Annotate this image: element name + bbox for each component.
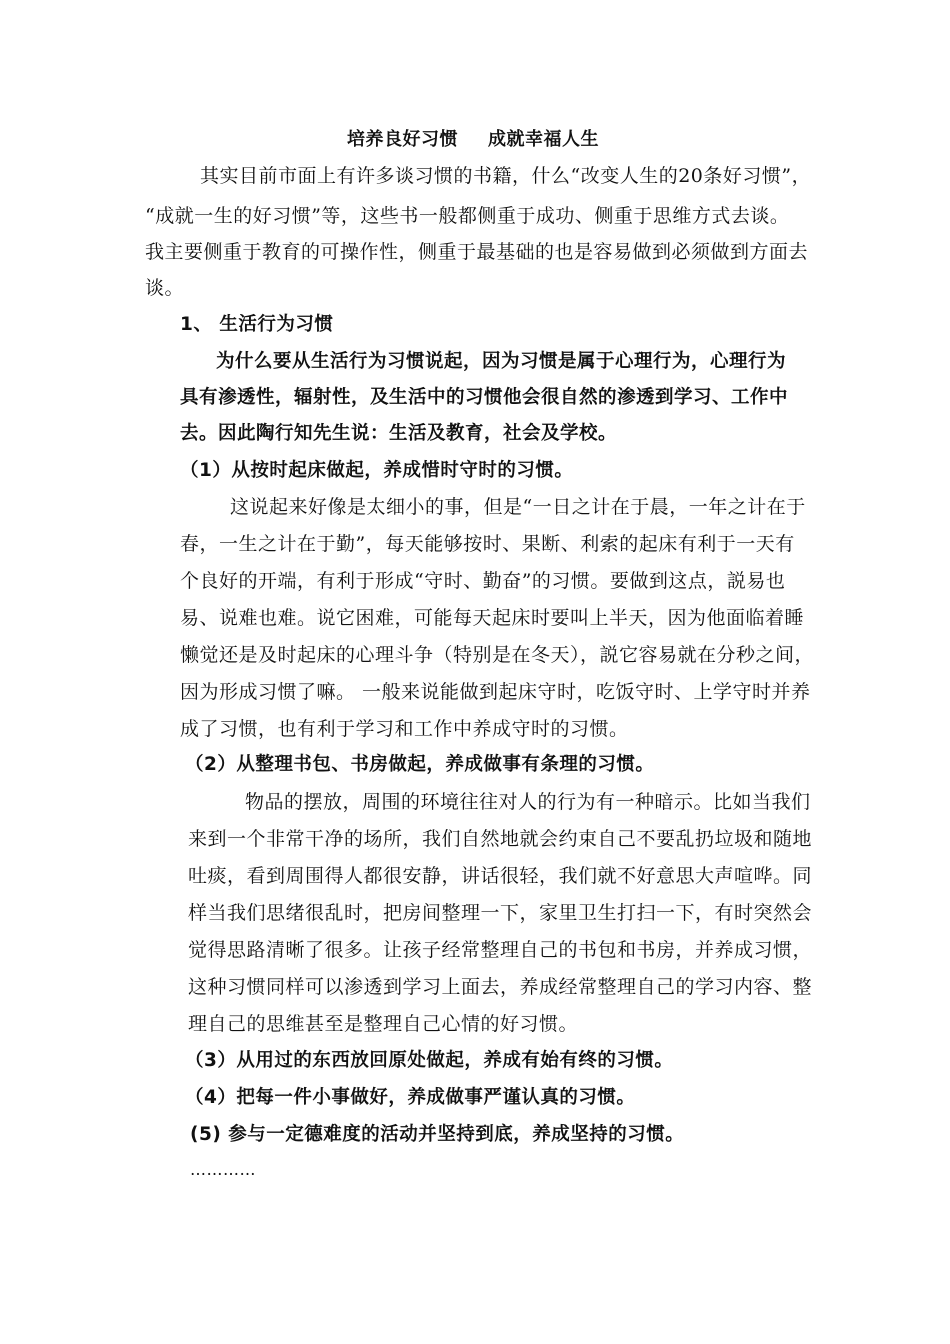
intro-line-4: 谈。 xyxy=(145,277,185,299)
item2-line-3: 吐痰，看到周围得人都很安静，讲话很轻，我们就不好意思大声喧哗。同 xyxy=(188,865,813,887)
document-title xyxy=(347,128,599,152)
section1-lead-line-2: 具有渗透性，辐射性，及生活中的习惯他会很自然的渗透到学习、工作中 xyxy=(180,387,789,408)
item1-heading: （1）从按时起床做起，养成惜时守时的习惯。 xyxy=(180,460,574,481)
intro-line-1: 其实目前市面上有许多谈习惯的书籍，什么“改变人生的20条好习惯”， xyxy=(200,165,812,187)
item2-line-6: 这种习惯同样可以渗透到学习上面去，养成经常整理自己的学习内容、整 xyxy=(188,976,813,998)
item2-heading: （2）从整理书包、书房做起，养成做事有条理的习惯。 xyxy=(185,754,655,775)
item1-line-2: 春，一生之计在于勤”，每天能够按时、果断、利索的起床有利于一天有 xyxy=(180,533,795,555)
item1-line-1: 这说起来好像是太细小的事，但是“一日之计在于晨，一年之计在于 xyxy=(230,496,806,518)
intro-line-2: “成就一生的好习惯”等，这些书一般都侧重于成功、侧重于思维方式去谈。 xyxy=(145,205,790,227)
item2-line-1: 物品的摆放，周围的环境往往对人的行为有一种暗示。比如当我们 xyxy=(245,791,811,813)
item2-line-4: 样当我们思绪很乱时，把房间整理一下，家里卫生打扫一下，有时突然会 xyxy=(188,902,813,924)
item2-line-5: 觉得思路清晰了很多。让孩子经常整理自己的书包和书房，并养成习惯， xyxy=(188,939,813,961)
item2-line-2: 来到一个非常干净的场所，我们自然地就会约束自己不要乱扔垃圾和随地 xyxy=(188,828,813,850)
item4-heading: （4）把每一件小事做好，养成做事严谨认真的习惯。 xyxy=(185,1087,636,1108)
item1-line-3: 个良好的开端，有利于形成“守时、勤奋”的习惯。要做到这点，説易也 xyxy=(180,570,786,592)
item1-line-4: 易、说难也难。说它困难，可能每天起床时要叫上半天，因为他面临着睡 xyxy=(180,607,805,629)
intro-line-3: 我主要侧重于教育的可操作性，侧重于最基础的也是容易做到必须做到方面去 xyxy=(145,241,809,263)
item1-line-6: 因为形成习惯了嘛。 一般来说能做到起床守时，吃饭守时、上学守时并养 xyxy=(180,681,811,703)
title-right: 成就幸福人生 xyxy=(488,129,599,150)
item2-line-7: 理自己的思维甚至是整理自己心情的好习惯。 xyxy=(188,1013,579,1035)
item5-heading: (5) 参与一定德难度的活动并坚持到底，养成坚持的习惯。 xyxy=(190,1124,685,1145)
item1-line-7: 成了习惯，也有利于学习和工作中养成守时的习惯。 xyxy=(180,718,629,740)
item1-line-5: 懒觉还是及时起床的心理斗争（特别是在冬天），説它容易就在分秒之间， xyxy=(180,644,815,666)
section1-lead-line-3: 去。因此陶行知先生说：生活及教育，社会及学校。 xyxy=(180,423,618,444)
section1-lead-line-1: 为什么要从生活行为习惯说起，因为习惯是属于心理行为，心理行为 xyxy=(216,351,787,372)
ellipsis: ………… xyxy=(190,1160,256,1179)
section1-heading: 1、 生活行为习惯 xyxy=(180,314,334,335)
item3-heading: （3）从用过的东西放回原处做起，养成有始有终的习惯。 xyxy=(185,1050,674,1071)
title-left: 培养良好习惯 xyxy=(347,129,458,150)
